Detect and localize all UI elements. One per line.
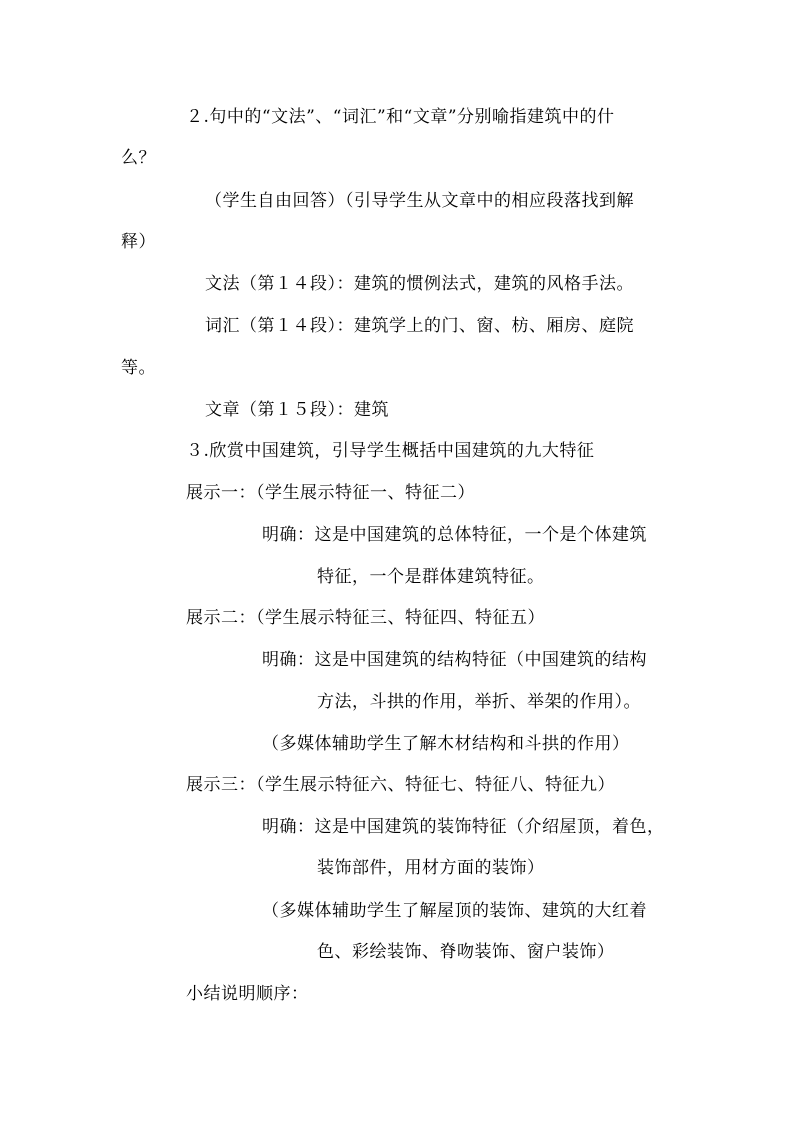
display-3-heading: 展示三：（学生展示特征六、特征七、特征八、特征九） <box>186 775 615 795</box>
display-2-clarify-line-2: 方法，斗拱的作用，举折、举架的作用）。 <box>317 692 641 712</box>
display-2-heading: 展示二：（学生展示特征三、特征四、特征五） <box>186 608 545 628</box>
display-3-multimedia-note-line-1: （多媒体辅助学生了解屋顶的装饰、建筑的大红着 <box>262 901 647 921</box>
article-answer: 文章（第１５段）：建筑 <box>205 400 389 420</box>
question-2-line-1: ２.句中的“文法”、“词汇”和“文章”分别喻指建筑中的什 <box>186 107 615 127</box>
answer-note-line-1: （学生自由回答）（引导学生从文章中的相应段落找到解 <box>205 191 634 211</box>
display-2-clarify-line-1: 明确：这是中国建筑的结构特征（中国建筑的结构 <box>262 650 647 670</box>
grammar-answer: 文法（第１４段）：建筑的惯例法式，建筑的风格手法。 <box>205 274 634 294</box>
summary-heading: 小结说明顺序： <box>186 984 309 1004</box>
display-1-heading: 展示一：（学生展示特征一、特征二） <box>186 483 475 503</box>
display-3-clarify-line-2: 装饰部件，用材方面的装饰） <box>317 858 545 878</box>
display-1-clarify-line-2: 特征，一个是群体建筑特征。 <box>317 567 545 587</box>
question-2-line-2: 么？ <box>121 148 156 168</box>
vocabulary-answer-line-1: 词汇（第１４段）：建筑学上的门、窗、枋、厢房、庭院 <box>205 316 634 336</box>
vocabulary-answer-line-2: 等。 <box>121 358 156 378</box>
question-3: ３.欣赏中国建筑，引导学生概括中国建筑的九大特征 <box>186 441 595 461</box>
display-3-clarify-line-1: 明确：这是中国建筑的装饰特征（介绍屋顶，着色， <box>262 817 665 837</box>
answer-note-line-2: 释） <box>121 232 156 252</box>
display-2-multimedia-note: （多媒体辅助学生了解木材结构和斗拱的作用） <box>262 734 630 754</box>
display-3-multimedia-note-line-2: 色、彩绘装饰、脊吻装饰、窗户装饰） <box>317 942 615 962</box>
display-1-clarify-line-1: 明确：这是中国建筑的总体特征，一个是个体建筑 <box>262 525 647 545</box>
